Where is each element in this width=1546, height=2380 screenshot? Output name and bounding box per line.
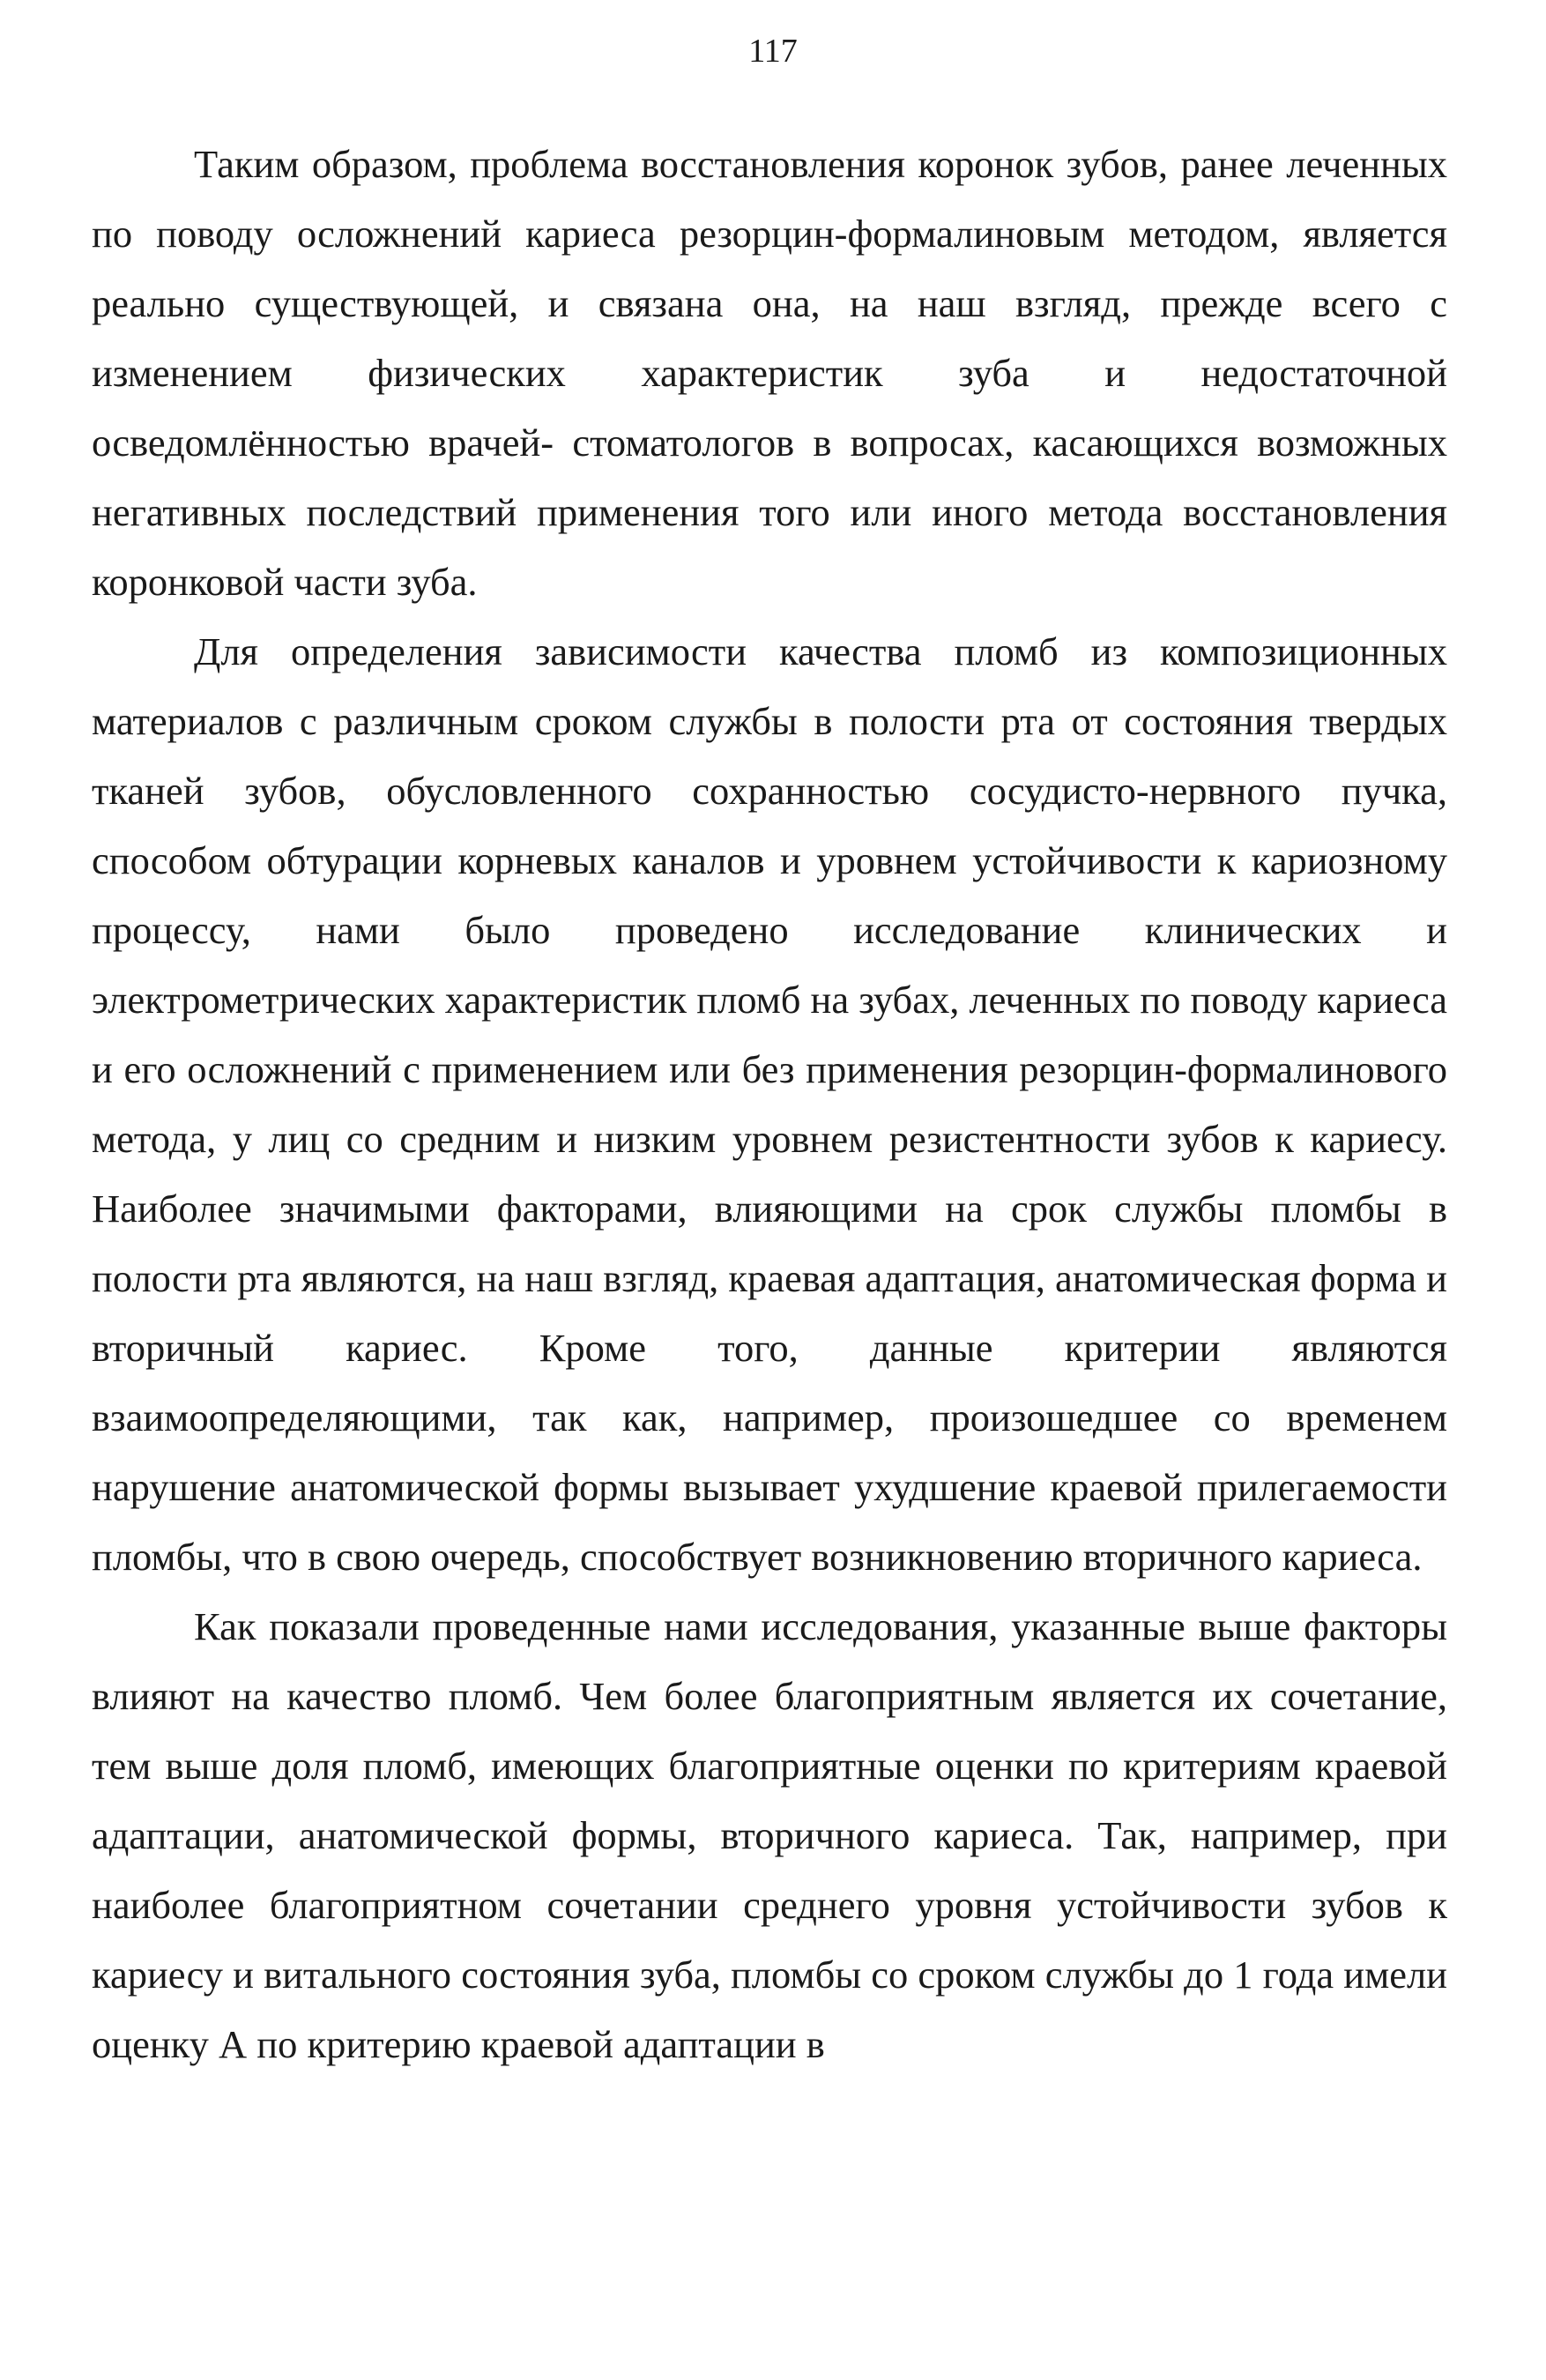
paragraph-results: Как показали проведенные нами исследования, указанные выше факторы влияют на качество пломб. Чем более благоприятным является их сочетание, тем выше доля пломб, имеющих благоприятные оценки по критериям краевой адаптации, анатомической формы, вторичного кариеса. Так, например, при наиболее благоприятном сочетании среднего уровня устойчивости зубов к кариесу и витального состояния зуба, пломбы со сроком службы до 1 года имели оценку А по критерию краевой адаптации в — [92, 1604, 1447, 2066]
paragraph-conclusion: Таким образом, проблема восстановления коронок зубов, ранее леченных по поводу осложнений кариеса резорцин-формалиновым методом, является реально существующей, и связана она, на наш взгляд, прежде всего с изменением физических характеристик зуба и недостаточной осведомлённостью врачей- стоматологов в вопросах, касающихся возможных негативных последствий применения того или иного метода восстановления коронковой части зуба. — [92, 142, 1447, 604]
page-number: 117 — [748, 33, 798, 70]
body-text — [92, 130, 1447, 2079]
paragraph-study-description: Для определения зависимости качества пломб из композиционных материалов с различным сроком службы в полости рта от состояния твердых тканей зубов, обусловленного сохранностью сосудисто-нервного пучка, способом обтурации корневых каналов и уровнем устойчивости к кариозному процессу, нами было проведено исследование клинических и электрометрических характеристик пломб на зубах, леченных по поводу кариеса и его осложнений с применением или без применения резорцин-формалинового метода, у лиц со средним и низким уровнем резистентности зубов к кариесу. Наиболее значимыми факторами, влияющими на срок службы пломбы в полости рта являются, на наш взгляд, краевая адаптация, анатомическая форма и вторичный кариес. Кроме того, данные критерии являются взаимоопределяющими, так как, например, произошедшее со временем нарушение анатомической формы вызывает ухудшение краевой прилегаемости пломбы, что в свою очередь, способствует возникновению вторичного кариеса. — [92, 629, 1447, 1579]
